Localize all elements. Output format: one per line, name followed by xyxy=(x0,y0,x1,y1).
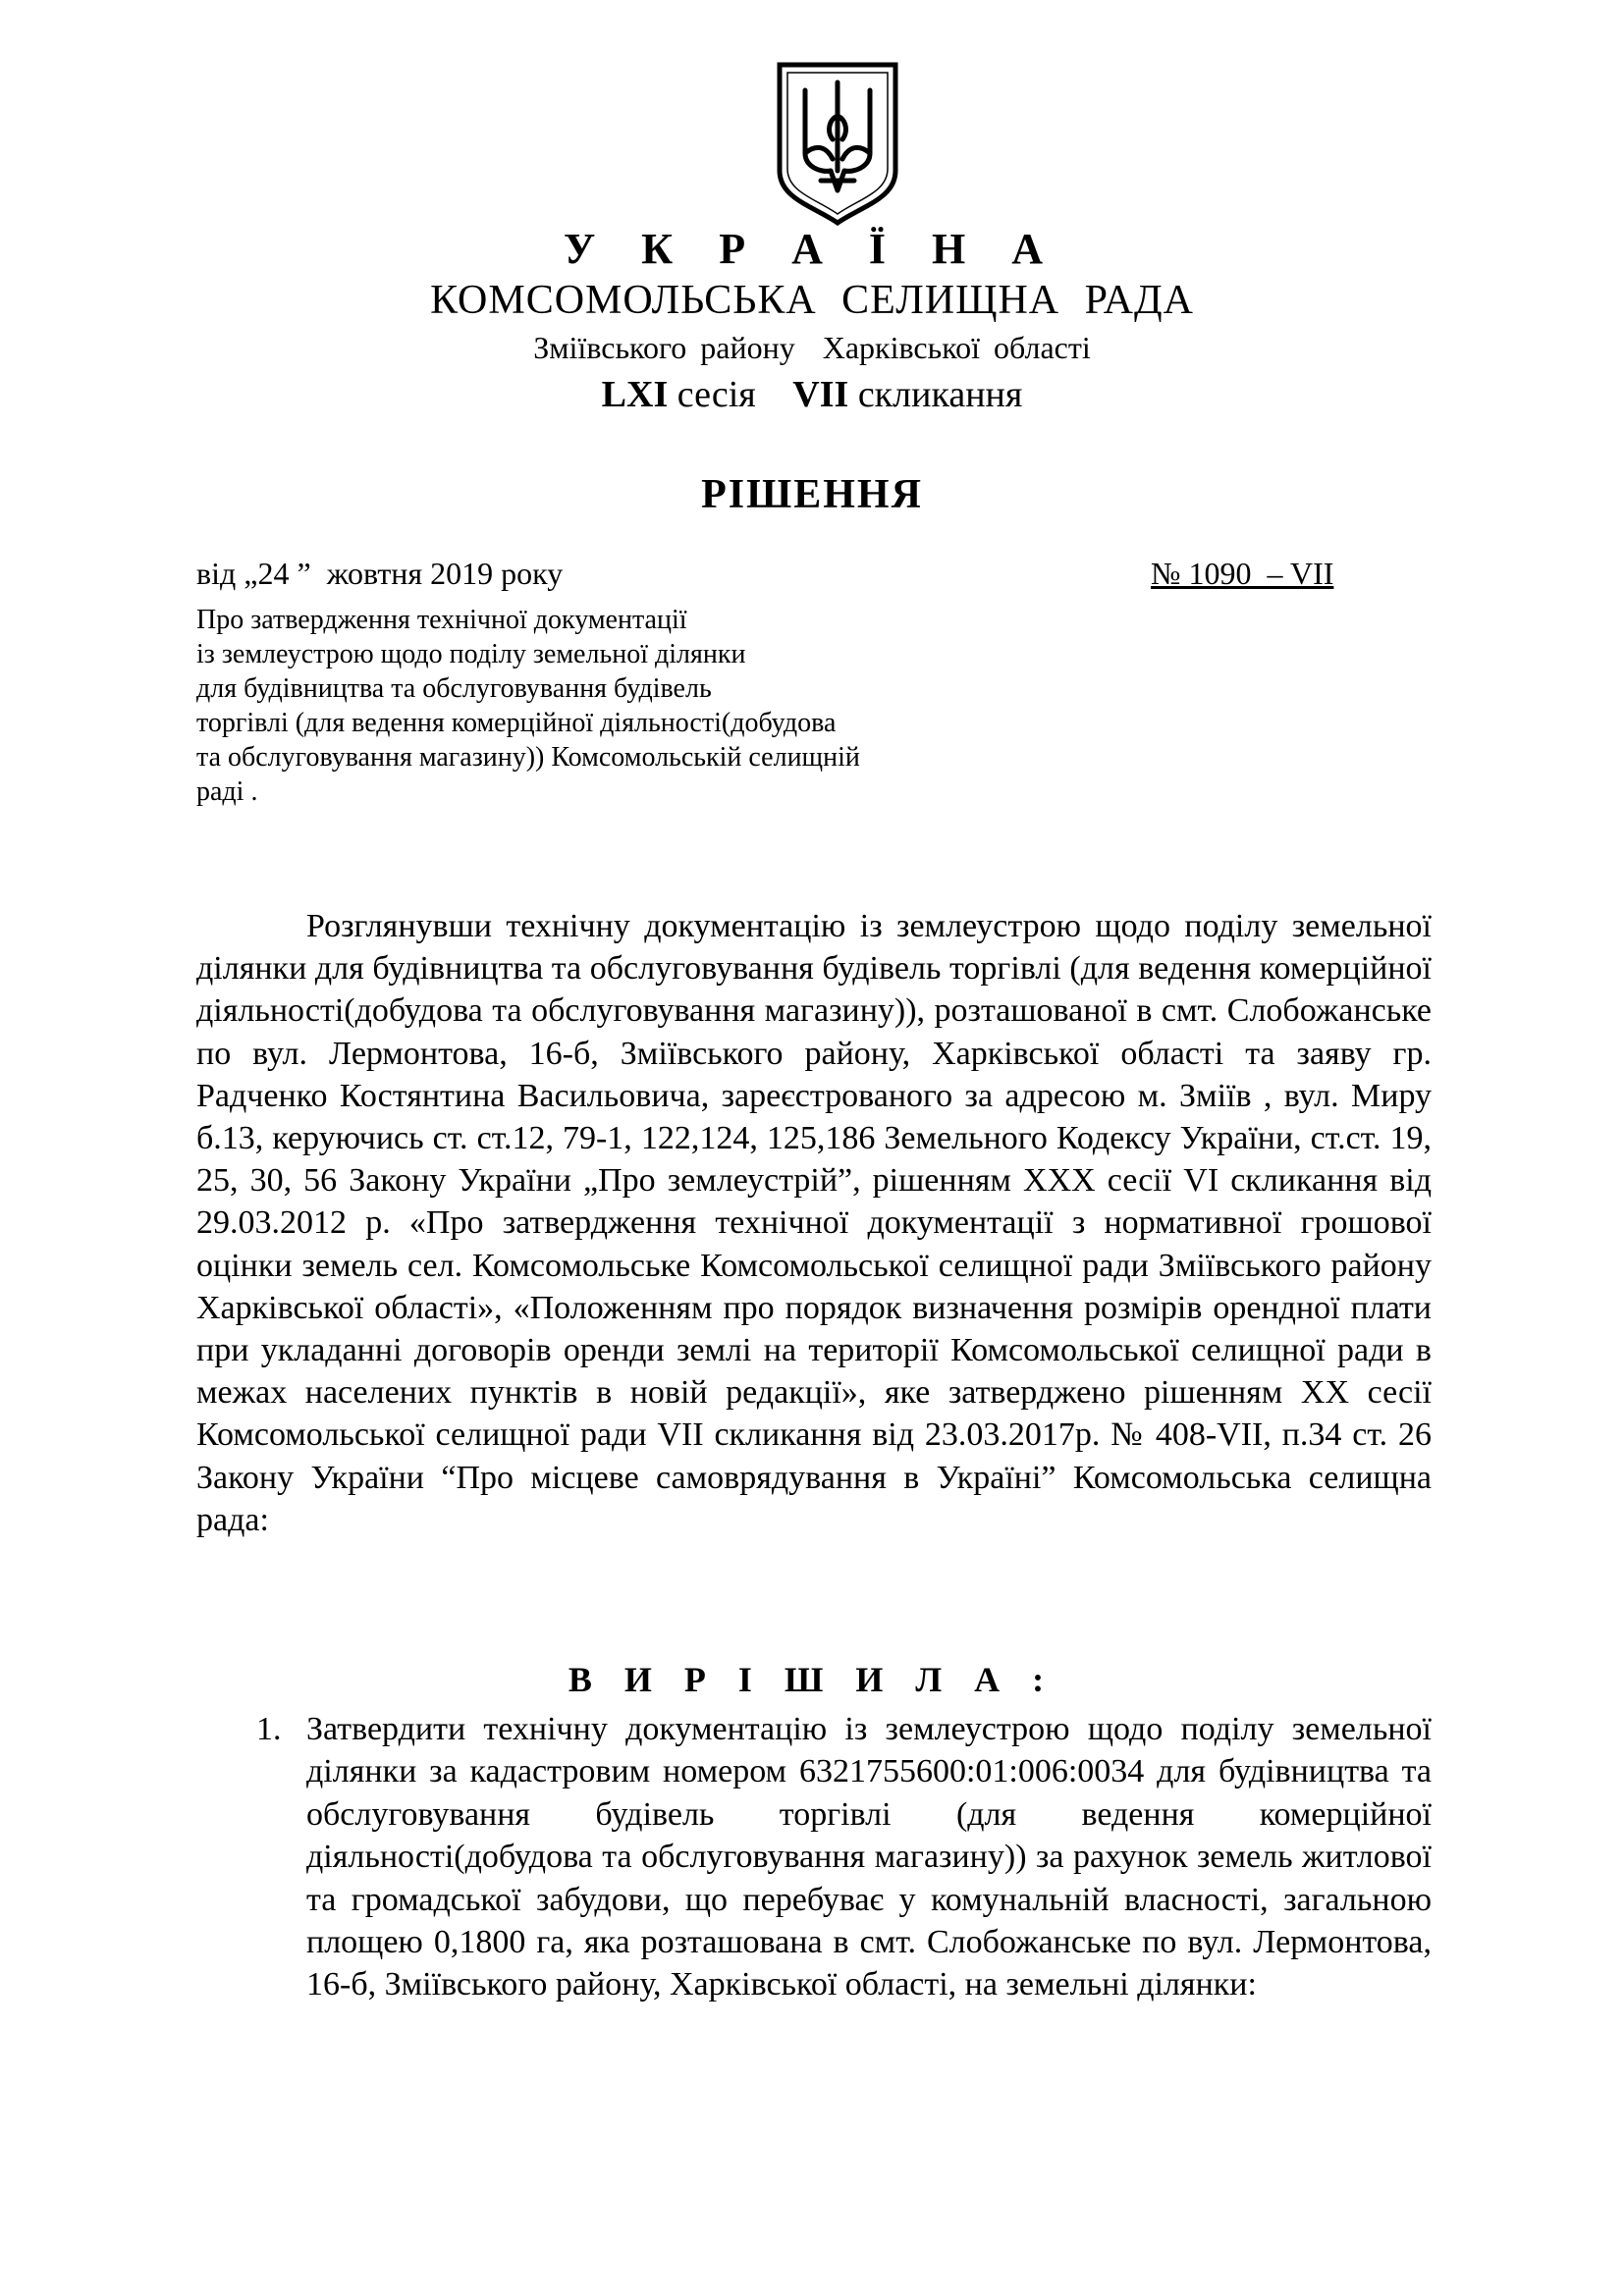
subject-line: Про затвердження технічної документації xyxy=(196,605,687,635)
session-info xyxy=(0,373,1624,416)
document-title: РІШЕННЯ xyxy=(701,472,923,517)
council-name: КОМСОМОЛЬСЬКА СЕЛИЩНА РАДА xyxy=(430,278,1194,323)
district-name: Зміївського району xyxy=(533,330,795,365)
subject-line: раді . xyxy=(196,776,258,807)
country-name: У К Р А Ї Н А xyxy=(564,225,1060,273)
decision-number: № 1090 – VII xyxy=(1151,556,1334,591)
subject-line: торгівлі (для ведення комерційної діяльності(добудова xyxy=(196,708,837,738)
session-number: LXI xyxy=(601,374,669,415)
item-text: Затвердити технічну документацію із землеустрою щодо поділу земельної ділянки за кадастровим номером 6321755600:01:006:0034 для будівництва та обслуговування будівель торгівлі (для ведення комерційної діяльності(добудова та обслуговування магазину)) за рахунок земель житлової та громадської забудови, що перебуває у комунальній власності, загальною площею 0,1800 га, яка розташована в смт. Слобожанське по вул. Лермонтова, 16-б, Зміївського району, Харківської області, на земельні ділянки: xyxy=(306,1711,1432,2003)
subject-line: із землеустрою щодо поділу земельної ділянки xyxy=(196,639,746,669)
preamble-paragraph: Розглянувши технічну документацію із землеустрою щодо поділу земельної ділянки для будівництва та обслуговування будівель торгівлі (для ведення комерційної діяльності(добудова та обслуговування магазину)), розташованої в смт. Слобожанське по вул. Лермонтова, 16-б, Зміївського району, Харківської області та заяву гр. Радченко Костянтина Васильовича, зареєстрованого за адресою м. Зміїв , вул. Миру б.13, керуючись ст. ст.12, 79-1, 122,124, 125,186 Земельного Кодексу України, ст.ст. 19, 25, 30, 56 Закону України „Про землеустрій”, рішенням ХХХ сесії VІ скликання від 29.03.2012 р. «Про затвердження технічної документації з нормативної грошової оцінки земель сел. Комсомольське Комсомольської селищної ради Зміївського району Харківської області», «Положенням про порядок визначення розмірів орендної плати при укладанні договорів оренди землі на території Комсомольської селищної ради в межах населених пунктів в новій редакції», яке затверджено рішенням ХХ сесії Комсомольської селищної ради VІІ скликання від 23.03.2017р. № 408-VІІ, п.34 ст. 26 Закону України “Про місцеве самоврядування в Україні” Комсомольська селищна рада: xyxy=(196,908,1432,1538)
convocation-label: скликання xyxy=(857,374,1023,415)
session-label: сесія xyxy=(677,374,756,415)
coat-of-arms-icon xyxy=(774,61,901,226)
convocation-number: VII xyxy=(792,374,849,415)
item-number: 1. xyxy=(256,1711,282,1747)
region-name: Харківської області xyxy=(822,330,1091,365)
decision-subject xyxy=(196,603,1011,809)
subject-line: для будівництва та обслуговування будівель xyxy=(196,673,712,704)
decided-heading: В И Р І Ш И Л А : xyxy=(568,1660,1056,1699)
council-location xyxy=(0,330,1624,366)
subject-line: та обслуговування магазину)) Комсомольській селищній xyxy=(196,742,860,773)
decision-date: від „24 ” жовтня 2019 року xyxy=(196,556,564,591)
decision-item xyxy=(256,1708,1432,2006)
